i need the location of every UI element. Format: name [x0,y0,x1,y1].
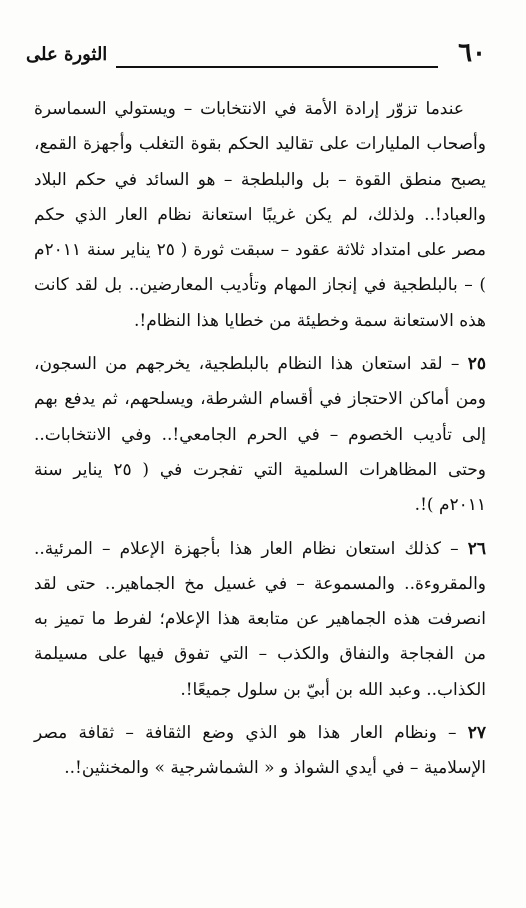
page-header [26,38,486,72]
numbered-paragraph [34,347,486,523]
numbered-paragraph [34,716,486,787]
page-number: ٦٠ [458,38,486,68]
paragraph-text: عندما تزوّر إرادة الأمة في الانتخابات – ويستولي السماسرة وأصحاب المليارات على تقاليد الحكم بقوة التغلب وأجهزة القمع، يصبح منطق القوة – بل والبلطجة – هو السائد في حكم البلاد والعباد!.. ولذلك، لم يكن غريبًا استعانة نظام العار الذي حكم مصر على امتداد ثلاثة عقود – سبقت ثورة ( ٢٥ يناير سنة ٢٠١١م ) – بالبلطجية في إنجاز المهام وتأديب المعارضين.. بل لقد كانت هذه الاستعانة سمة وخطيئة من خطايا هذا النظام!. [34,99,486,331]
paragraph-text: – ونظام العار هذا هو الذي وضع الثقافة – ثقافة مصر الإسلامية – في أيدي الشواذ و « الشماشرجية » والمخنثين!.. [34,723,486,779]
paragraph-text: – كذلك استعان نظام العار هذا بأجهزة الإعلام – المرئية.. والمقروءة.. والمسموعة – في غسيل مخ الجماهير.. حتى لقد انصرفت هذه الجماهير عن متابعة هذا الإعلام؛ لفرط ما تميز به من الفجاجة والنفاق والكذب – التي تفوق فيها على مسيلمة الكذاب.. وعبد الله بن أبيّ بن سلول جميعًا!. [34,538,486,700]
header-rule [116,66,438,68]
numbered-paragraph [34,532,486,708]
paragraph-text: – لقد استعان هذا النظام بالبلطجية، يخرجهم من السجون، ومن أماكن الاحتجاز في أقسام الشرطة، ويسلحهم، ثم يدفع بهم إلى تأديب الخصوم – في الحرم الجامعي!.. وفي الانتخابات.. وحتى المظاهرات السلمية التي تفجرت في ( ٢٥ يناير سنة ٢٠١١م )!. [34,354,487,516]
body-text [34,92,486,787]
paragraph [34,92,486,339]
paragraph-number: ٢٥ [467,354,486,375]
paragraph-number: ٢٦ [467,538,486,559]
paragraph-number: ٢٧ [467,723,487,744]
running-title: الثورة على [26,44,108,65]
